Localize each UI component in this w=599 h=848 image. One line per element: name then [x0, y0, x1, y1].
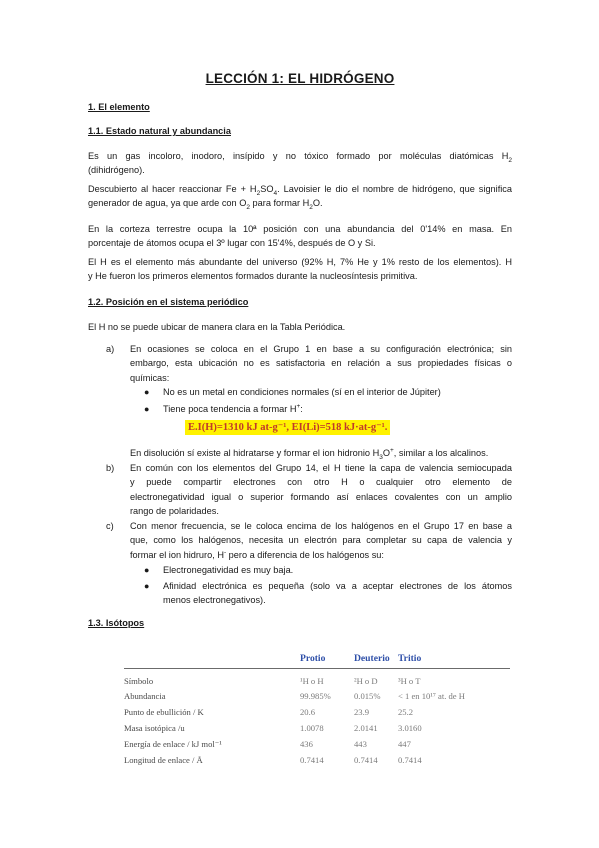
text: En ocasiones se coloca en el Grupo 1 en base a su configuración electrónica; sin	[130, 344, 512, 354]
table-cell: Abundancia	[124, 691, 166, 702]
table-cell: Punto de ebullición / K	[124, 707, 204, 718]
section-heading-1-1: 1.1. Estado natural y abundancia	[88, 126, 231, 136]
subscript: 2	[256, 189, 261, 197]
ionization-energy-formula: E.I(H)=1310 kJ at-g⁻¹, EI(Li)=518 kJ·at-g⁻¹.	[185, 420, 390, 435]
table-header-cell: Protio	[300, 652, 326, 664]
bullet-electronegativity: Electronegatividad es muy baja.	[163, 565, 294, 575]
text: y puede compartir electrones con otro H o cualquier otro elemento de	[130, 477, 512, 488]
text: electronegatividad igual o superior formando así enlaces covalentes con un amplio	[130, 491, 512, 502]
table-cell: 2.0141	[354, 723, 378, 734]
list-item-c	[130, 519, 512, 562]
bullet-electron-affinity	[163, 579, 512, 608]
section-heading-1-2: 1.2. Posición en el sistema periódico	[88, 297, 249, 307]
bullet-icon: ●	[144, 565, 150, 575]
isotopes-table	[124, 650, 510, 768]
table-cell: 23.9	[354, 707, 370, 718]
subscript: 3	[379, 453, 383, 461]
text: para formar H	[249, 198, 310, 209]
subscript: 4	[273, 189, 278, 197]
text: En común con los elementos del Grupo 14, el H tiene la capa de valencia semiocupada	[130, 463, 512, 473]
text: químicas:	[130, 372, 170, 383]
paragraph-earth-crust	[88, 222, 512, 251]
text: O.	[312, 198, 323, 209]
text: Descubierto al hacer reaccionar Fe + H	[88, 184, 257, 194]
text: Tiene poca tendencia a formar H	[163, 404, 297, 414]
table-row	[124, 689, 510, 705]
text: . Lavoisier le dio el nombre de hidrógeno, que significa	[277, 184, 513, 194]
subscript: 2	[309, 204, 313, 212]
superscript: +	[389, 446, 394, 454]
table-cell: 3.0160	[398, 723, 422, 734]
text: Es un gas incoloro, inodoro, insípido y no tóxico formado por moléculas diatómicas H	[88, 151, 509, 161]
section-heading-1-3: 1.3. Isótopos	[88, 618, 145, 628]
text: O	[382, 448, 390, 458]
table-cell: 0.7414	[398, 754, 422, 765]
text: En la corteza terrestre ocupa la 10ª posición con una abundancia del 0'14% en masa. En	[88, 224, 512, 234]
text: menos electronegativos).	[163, 595, 266, 606]
bullet-h-plus	[163, 402, 512, 416]
text: embargo, esta ubicación no es satisfactoria en relación a sus propiedades físicas o	[130, 358, 512, 369]
list-item-a-continuation	[130, 446, 512, 460]
table-cell: 0.015%	[354, 691, 381, 702]
text: El H es el elemento más abundante del universo (92% H, 7% He y 1% resto de los elementos). H	[88, 257, 512, 267]
list-label-a: a)	[106, 344, 115, 354]
table-cell: ²H o D	[354, 675, 378, 686]
bullet-icon: ●	[144, 387, 150, 397]
table-row	[124, 705, 510, 721]
text: porcentaje de átomos ocupa el 3º lugar con 15'4%, después de O y Si.	[88, 238, 376, 249]
list-item-a	[130, 342, 512, 385]
table-cell: 0.7414	[354, 754, 378, 765]
superscript: +	[296, 402, 301, 410]
list-item-b	[130, 461, 512, 519]
text: pero a diferencia de los halógenos su:	[226, 549, 384, 560]
table-cell: ¹H o H	[300, 675, 324, 686]
section-heading-1: 1. El elemento	[88, 102, 150, 112]
text: generador de agua, ya que arde con O	[88, 198, 247, 209]
table-cell: 443	[354, 738, 367, 749]
table-cell: < 1 en 10¹⁷ at. de H	[398, 691, 465, 702]
table-cell: Longitud de enlace / Å	[124, 754, 203, 765]
text: y He fueron los primeros elementos formados durante la nucleosíntesis primitiva.	[88, 271, 418, 282]
table-row	[124, 752, 510, 768]
text: que, como los halógenos, necesita un electrón para completar su capa de valencia y	[130, 535, 512, 546]
text: (dihidrógeno).	[88, 165, 145, 176]
superscript: -	[223, 548, 227, 556]
table-cell: ³H o T	[398, 675, 421, 686]
table-cell: 1.0078	[300, 723, 324, 734]
bullet-icon: ●	[144, 581, 150, 591]
list-label-b: b)	[106, 463, 115, 473]
text: rango de polaridades.	[130, 506, 219, 517]
table-row	[124, 720, 510, 736]
table-cell: 99.985%	[300, 691, 331, 702]
page-title: LECCIÓN 1: EL HIDRÓGENO	[205, 71, 395, 86]
text: Con menor frecuencia, se le coloca encima de los halógenos en el Grupo 17 en base a	[130, 521, 512, 531]
table-cell: Símbolo	[124, 675, 154, 686]
subscript: 2	[246, 204, 250, 212]
bullet-not-metal: No es un metal en condiciones normales (sí en el interior de Júpiter)	[163, 387, 441, 397]
text: Afinidad electrónica es pequeña (solo va a aceptar electrones de los átomos	[163, 581, 512, 591]
table-header-cell: Tritio	[398, 652, 422, 664]
table-cell: Masa isotópica /u	[124, 723, 185, 734]
table-cell: 20.6	[300, 707, 316, 718]
subscript: 2	[508, 156, 512, 164]
paragraph-universe	[88, 255, 512, 284]
table-cell: 436	[300, 738, 313, 749]
text: SO	[260, 184, 274, 194]
table-row	[124, 673, 510, 689]
table-cell: Energía de enlace / kJ mol⁻¹	[124, 738, 222, 749]
text: formar el ion hidruro, H	[130, 549, 224, 560]
table-header-cell	[124, 650, 300, 669]
paragraph-periodic-position: El H no se puede ubicar de manera clara en la Tabla Periódica.	[88, 322, 346, 332]
text: , similar a los alcalinos.	[393, 448, 489, 458]
text: En disolución sí existe al hidratarse y formar el ion hidronio H	[130, 448, 380, 458]
bullet-icon: ●	[144, 404, 150, 414]
table-cell: 447	[398, 738, 411, 749]
table-cell: 0.7414	[300, 754, 324, 765]
paragraph-natural-state	[88, 149, 512, 178]
table-row	[124, 736, 510, 752]
paragraph-discovery	[88, 182, 512, 211]
list-label-c: c)	[106, 521, 114, 531]
text: :	[300, 404, 303, 414]
table-header-cell: Deuterio	[354, 652, 390, 664]
table-cell: 25.2	[398, 707, 414, 718]
table-header-row	[124, 650, 510, 669]
